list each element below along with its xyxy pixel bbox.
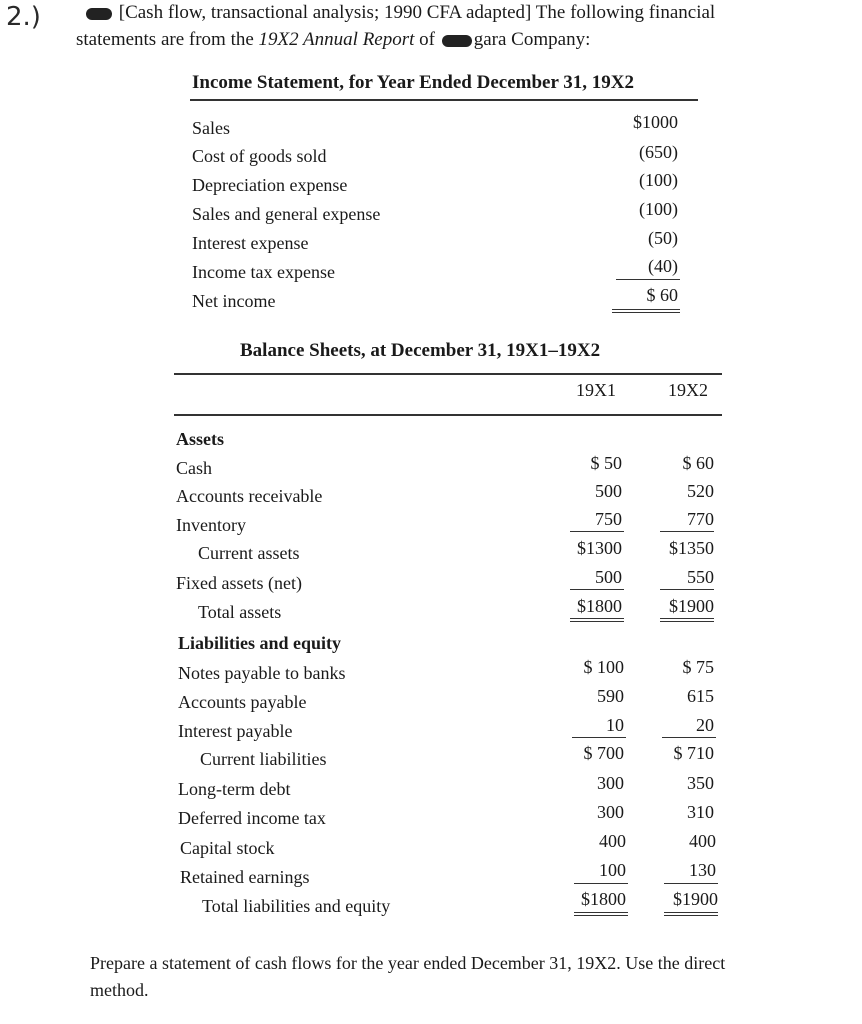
bs-rule-ta-2 [660, 589, 714, 590]
bs-dbl-ta-1a [570, 618, 624, 619]
bs-v1-total-assets: $1800 [577, 596, 622, 616]
bs-label-capital-stock: Capital stock [180, 838, 275, 858]
income-label-cogs: Cost of goods sold [192, 146, 327, 166]
bs-v2-capital-stock: 400 [689, 831, 716, 851]
income-value-tax: (40) [648, 256, 678, 276]
income-subtotal-rule [616, 279, 680, 280]
handwritten-problem-number: 2.) [6, 2, 41, 32]
bs-v2-cash: $ 60 [682, 453, 714, 473]
bs-rule-cl-1 [572, 737, 626, 738]
bs-dbl-tle-2a [664, 912, 718, 913]
bs-v2-ap: 615 [687, 686, 714, 706]
bs-label-deferred-tax: Deferred income tax [178, 808, 326, 828]
bs-dbl-tle-1b [574, 915, 628, 916]
bs-v1-capital-stock: 400 [599, 831, 626, 851]
column-header-19x2: 19X2 [668, 380, 708, 400]
bs-v2-total-le: $1900 [673, 889, 718, 909]
bs-v2-total-assets: $1900 [669, 596, 714, 616]
bs-v2-current-liabilities: $ 710 [673, 743, 714, 763]
bs-label-cash: Cash [176, 458, 212, 478]
intro-line-1 [84, 0, 715, 25]
bs-label-total-le: Total liabilities and equity [202, 896, 391, 916]
income-label-interest: Interest expense [192, 233, 309, 253]
bs-v1-current-assets: $1300 [577, 538, 622, 558]
assets-heading: Assets [176, 429, 224, 449]
bs-v2-fixed-assets: 550 [687, 567, 714, 587]
income-value-net: $ 60 [646, 285, 678, 305]
company-name: gara Company: [473, 29, 591, 50]
income-label-net: Net income [192, 291, 276, 311]
bs-v2-current-assets: $1350 [669, 538, 714, 558]
bs-rule-ta-1 [570, 589, 624, 590]
bs-label-inventory: Inventory [176, 515, 246, 535]
income-statement-title: Income Statement, for Year Ended December 31, 19X2 [192, 72, 635, 93]
bs-v1-fixed-assets: 500 [595, 567, 622, 587]
redaction-mark [86, 8, 112, 20]
bs-v2-retained-earnings: 130 [689, 860, 716, 880]
bs-v2-deferred-tax: 310 [687, 802, 714, 822]
bs-v1-ltd: 300 [597, 773, 624, 793]
bs-dbl-tle-1a [574, 912, 628, 913]
bs-dbl-ta-1b [570, 621, 624, 622]
income-value-sales: $1000 [633, 112, 678, 132]
bs-v2-interest-payable: 20 [696, 715, 714, 735]
income-value-interest: (50) [648, 228, 678, 248]
bs-dbl-tle-2b [664, 915, 718, 916]
bs-v2-inventory: 770 [687, 509, 714, 529]
bs-v1-total-le: $1800 [581, 889, 626, 909]
bs-label-total-assets: Total assets [198, 602, 282, 622]
bs-rule-ca-1 [570, 531, 624, 532]
income-label-sales: Sales [192, 118, 230, 138]
bs-label-current-assets: Current assets [198, 543, 300, 563]
balance-title-rule [174, 373, 722, 375]
bs-rule-cl-2 [662, 737, 716, 738]
bs-label-ltd: Long-term debt [178, 779, 291, 799]
bs-v2-ltd: 350 [687, 773, 714, 793]
prompt-line-1: Prepare a statement of cash flows for the year ended December 31, 19X2. Use the direct [90, 953, 726, 973]
bs-label-ar: Accounts receivable [176, 486, 323, 506]
bs-v1-interest-payable: 10 [606, 715, 624, 735]
income-total-double-rule-1 [612, 309, 680, 310]
prompt-line-2: method. [90, 980, 149, 1000]
column-header-19x1: 19X1 [576, 380, 616, 400]
redaction-mark-2 [442, 35, 472, 47]
intro-line-2 [76, 27, 590, 52]
bs-rule-ca-2 [660, 531, 714, 532]
balance-sheet-title: Balance Sheets, at December 31, 19X1–19X2 [240, 340, 601, 361]
bs-v1-inventory: 750 [595, 509, 622, 529]
bs-label-notes-payable: Notes payable to banks [178, 663, 346, 683]
bs-rule-tle-2 [664, 883, 718, 884]
intro-bracket-text: [Cash flow, transactional analysis; 1990 CFA adapted] The following financial [118, 2, 716, 23]
income-total-double-rule-2 [612, 312, 680, 313]
income-value-sga: (100) [639, 199, 678, 219]
income-value-cogs: (650) [639, 142, 678, 162]
income-label-depreciation: Depreciation expense [192, 175, 348, 195]
bs-label-interest-payable: Interest payable [178, 721, 293, 741]
bs-label-fixed-assets: Fixed assets (net) [176, 573, 302, 593]
bs-v1-ar: 500 [595, 481, 622, 501]
bs-v1-current-liabilities: $ 700 [583, 743, 624, 763]
income-title-rule [190, 99, 698, 101]
bs-v2-notes-payable: $ 75 [682, 657, 714, 677]
report-title: 19X2 Annual Report [258, 29, 415, 50]
income-value-depreciation: (100) [639, 170, 678, 190]
intro-prefix: statements are from the [76, 29, 259, 50]
intro-suffix: of [414, 29, 440, 50]
bs-v1-cash: $ 50 [590, 453, 622, 473]
income-label-tax: Income tax expense [192, 262, 335, 282]
bs-dbl-ta-2a [660, 618, 714, 619]
bs-v2-ar: 520 [687, 481, 714, 501]
column-header-rule [174, 414, 722, 416]
bs-rule-tle-1 [574, 883, 628, 884]
bs-v1-ap: 590 [597, 686, 624, 706]
bs-dbl-ta-2b [660, 621, 714, 622]
bs-label-retained-earnings: Retained earnings [180, 867, 310, 887]
bs-label-current-liabilities: Current liabilities [200, 749, 327, 769]
income-label-sga: Sales and general expense [192, 204, 381, 224]
bs-v1-notes-payable: $ 100 [583, 657, 624, 677]
bs-label-ap: Accounts payable [178, 692, 307, 712]
liabilities-heading: Liabilities and equity [178, 633, 342, 653]
bs-v1-deferred-tax: 300 [597, 802, 624, 822]
bs-v1-retained-earnings: 100 [599, 860, 626, 880]
